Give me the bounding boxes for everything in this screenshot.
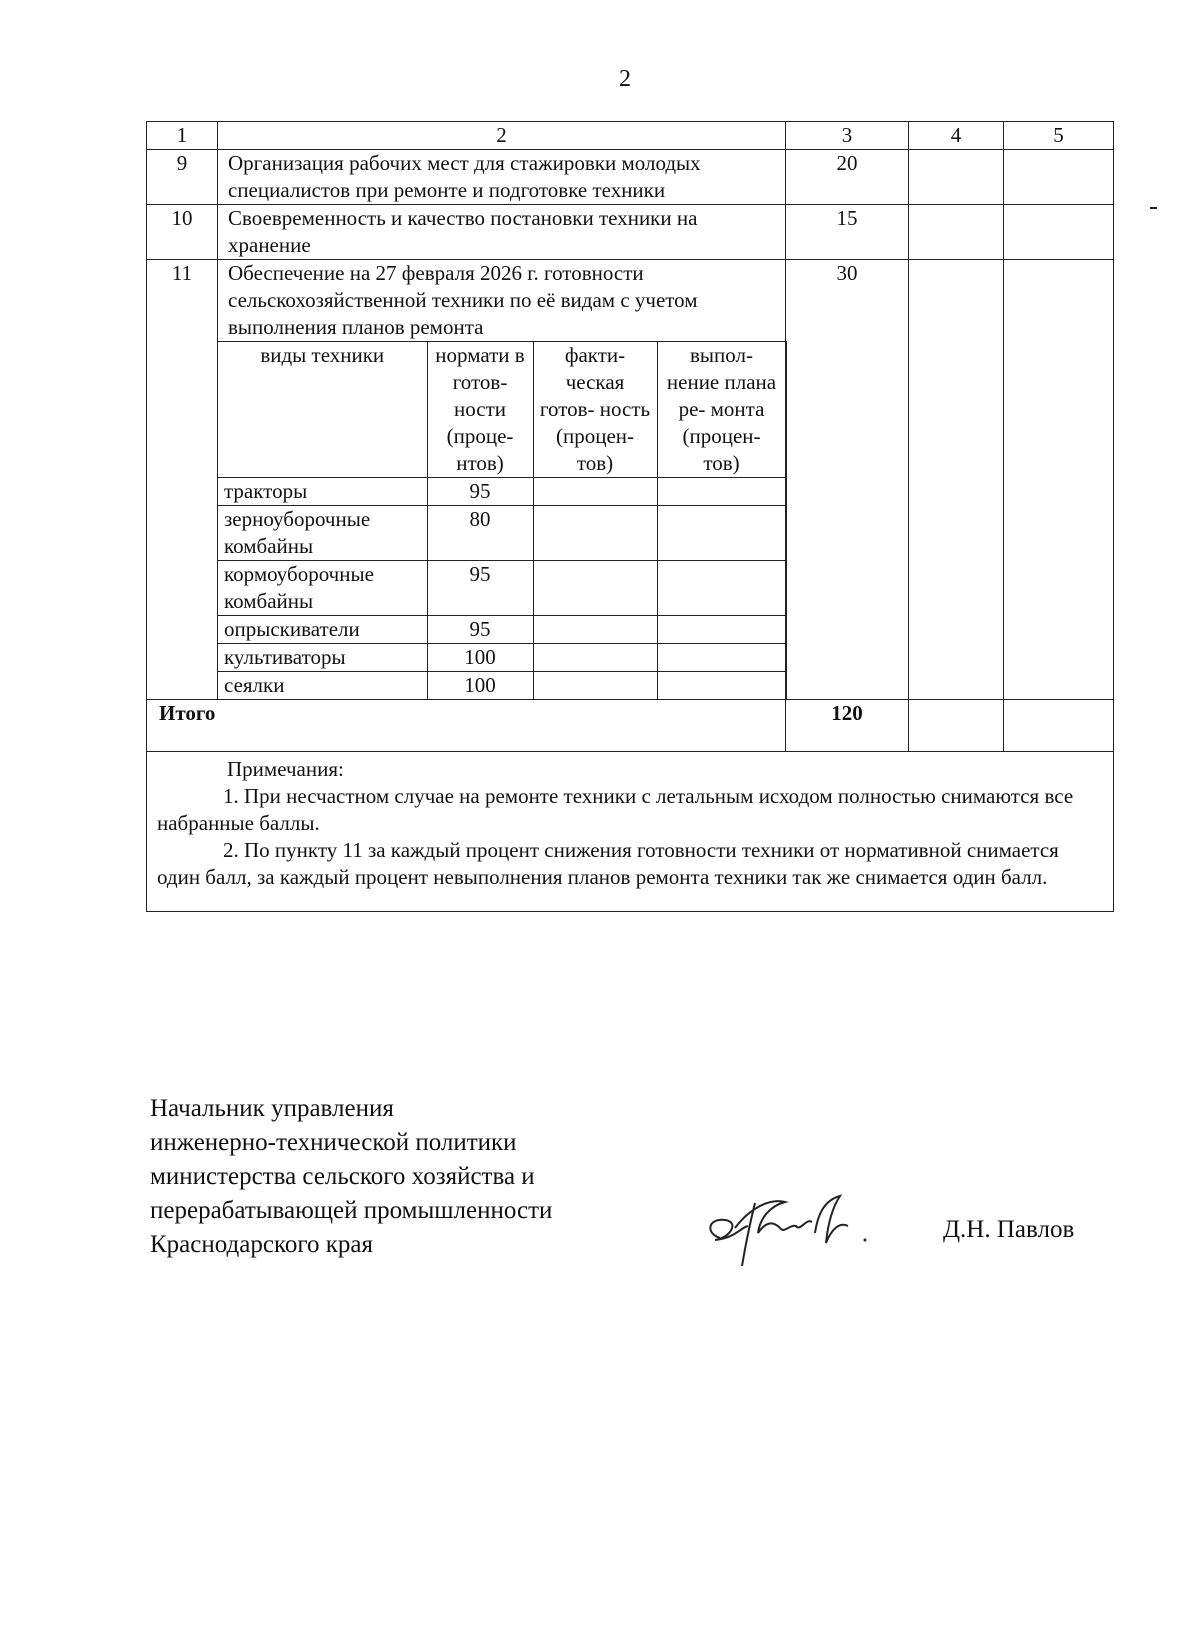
notes-row (147, 752, 1114, 912)
position-line: инженерно-технической политики (150, 1129, 517, 1156)
row-number: 9 (147, 150, 218, 205)
column-header-3: 3 (786, 122, 909, 150)
position-line: перерабатывающей промышленности (150, 1197, 553, 1224)
equipment-actual (533, 672, 657, 700)
equipment-norm: 95 (427, 478, 533, 506)
notes-cell (147, 752, 1114, 912)
equipment-plan (657, 616, 786, 644)
row-score: 30 (786, 260, 909, 700)
equipment-plan (657, 478, 786, 506)
equipment-type: опрыскиватели (218, 616, 427, 644)
row-col4 (909, 205, 1004, 260)
equipment-actual (533, 561, 657, 616)
equipment-actual (533, 644, 657, 672)
total-col5 (1004, 700, 1114, 752)
equipment-plan (657, 561, 786, 616)
equipment-actual (533, 506, 657, 561)
sub-header-norm: нормати в готов- ности (проце- нтов) (427, 342, 533, 478)
position-line: Начальник управления (150, 1095, 394, 1122)
position-line: Краснодарского края (150, 1231, 373, 1258)
row-col4 (909, 150, 1004, 205)
row-score: 20 (786, 150, 909, 205)
sub-table-row (218, 478, 786, 506)
equipment-type: кормоуборочные комбайны (218, 561, 427, 616)
row-11-content (218, 260, 786, 700)
column-header-1: 1 (147, 122, 218, 150)
sub-table-row (218, 506, 786, 561)
equipment-plan (657, 506, 786, 561)
row-col5 (1004, 205, 1114, 260)
sub-table-row (218, 561, 786, 616)
equipment-plan (657, 644, 786, 672)
table-row (147, 205, 1114, 260)
column-number-row (147, 122, 1114, 150)
equipment-norm: 100 (427, 672, 533, 700)
equipment-type: зерноуборочные комбайны (218, 506, 427, 561)
sub-header-actual: факти- ческая готов- ность (процен- тов) (533, 342, 657, 478)
total-row (147, 700, 1114, 752)
equipment-actual (533, 478, 657, 506)
row-description: Обеспечение на 27 февраля 2026 г. готовности сельскохозяйственной техники по её видам с учетом выполнения планов ремонта (228, 261, 698, 339)
row-col5 (1004, 150, 1114, 205)
note-item: 2. По пункту 11 за каждый процент снижения готовности техники от нормативной снимается один балл, за каждый процент невыполнения планов ремонта техники так же снимается один балл. (157, 838, 1059, 889)
table-row (147, 260, 1114, 700)
sub-table-row (218, 672, 786, 700)
row-score: 15 (786, 205, 909, 260)
total-label: Итого (147, 700, 786, 752)
row-col4 (909, 260, 1004, 700)
row-description: Организация рабочих мест для стажировки молодых специалистов при ремонте и подготовке техники (218, 150, 786, 205)
notes-title: Примечания: (227, 757, 344, 781)
equipment-norm: 80 (427, 506, 533, 561)
page-number: 2 (619, 66, 631, 92)
equipment-norm: 100 (427, 644, 533, 672)
column-header-2: 2 (218, 122, 786, 150)
sub-header-plan: выпол- нение плана ре- монта (процен- тов) (657, 342, 786, 478)
total-score: 120 (786, 700, 909, 752)
row-number: 11 (147, 260, 218, 700)
equipment-type: сеялки (218, 672, 427, 700)
note-item: 1. При несчастном случае на ремонте техники с летальным исходом полностью снимаются все набранные баллы. (157, 784, 1074, 835)
table-row (147, 150, 1114, 205)
handwritten-signature (700, 1188, 880, 1268)
row-col5 (1004, 260, 1114, 700)
sub-table-row (218, 616, 786, 644)
equipment-type: культиваторы (218, 644, 427, 672)
column-header-5: 5 (1004, 122, 1114, 150)
sub-header-type: виды техники (218, 342, 427, 478)
scan-mark (1150, 207, 1157, 209)
equipment-plan (657, 672, 786, 700)
column-header-4: 4 (909, 122, 1004, 150)
row-number: 10 (147, 205, 218, 260)
criteria-table (146, 121, 1114, 912)
equipment-norm: 95 (427, 561, 533, 616)
total-col4 (909, 700, 1004, 752)
row-description: Своевременность и качество постановки техники на хранение (218, 205, 786, 260)
sub-table-header (218, 342, 786, 478)
equipment-readiness-table (218, 341, 787, 699)
equipment-norm: 95 (427, 616, 533, 644)
position-line: министерства сельского хозяйства и (150, 1163, 535, 1190)
signatory-name: Д.Н. Павлов (943, 1216, 1075, 1243)
sub-table-row (218, 644, 786, 672)
equipment-type: тракторы (218, 478, 427, 506)
equipment-actual (533, 616, 657, 644)
signatory-position (150, 1092, 552, 1262)
